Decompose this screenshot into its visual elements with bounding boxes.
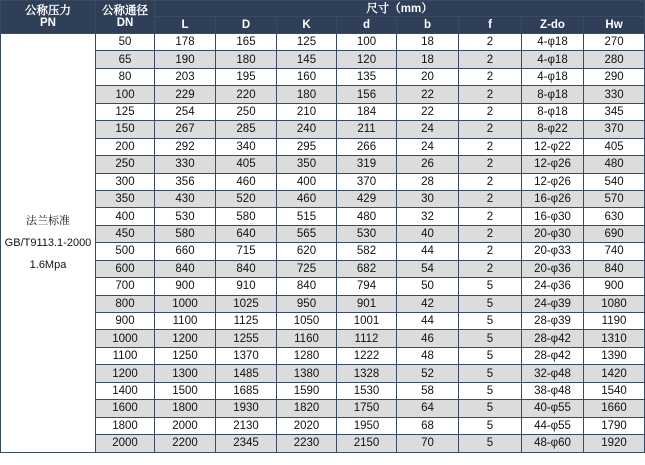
cell-f: 5 bbox=[459, 347, 522, 364]
cell-b: 24 bbox=[397, 121, 459, 138]
table-row bbox=[1, 156, 645, 173]
cell-z-do: 20-φ36 bbox=[522, 260, 584, 277]
cell-dn: 700 bbox=[96, 278, 155, 295]
table-row bbox=[1, 278, 645, 295]
cell-l: 1250 bbox=[155, 347, 216, 364]
cell-dn: 350 bbox=[96, 190, 155, 207]
cell-d-inner: 319 bbox=[337, 156, 397, 173]
cell-dn: 400 bbox=[96, 208, 155, 225]
cell-z-do: 28-φ39 bbox=[522, 313, 584, 330]
cell-l: 229 bbox=[155, 86, 216, 103]
cell-dn: 100 bbox=[96, 86, 155, 103]
cell-z-do: 20-φ30 bbox=[522, 225, 584, 242]
standard-pressure: 1.6Mpa bbox=[29, 258, 67, 271]
cell-f: 5 bbox=[459, 313, 522, 330]
cell-z-do: 12-φ26 bbox=[522, 173, 584, 190]
cell-l: 178 bbox=[155, 34, 216, 51]
cell-b: 44 bbox=[397, 243, 459, 260]
cell-dn: 200 bbox=[96, 138, 155, 155]
cell-hw: 630 bbox=[584, 208, 645, 225]
cell-b: 26 bbox=[397, 156, 459, 173]
cell-k: 180 bbox=[277, 86, 337, 103]
cell-k: 145 bbox=[277, 51, 337, 68]
cell-b: 22 bbox=[397, 86, 459, 103]
cell-dn: 1800 bbox=[96, 417, 155, 434]
cell-l: 1800 bbox=[155, 400, 216, 417]
cell-b: 48 bbox=[397, 347, 459, 364]
cell-k: 240 bbox=[277, 121, 337, 138]
cell-l: 2000 bbox=[155, 417, 216, 434]
table-row bbox=[1, 225, 645, 242]
cell-k: 565 bbox=[277, 225, 337, 242]
cell-dn: 900 bbox=[96, 313, 155, 330]
cell-z-do: 4-φ18 bbox=[522, 51, 584, 68]
cell-b: 40 bbox=[397, 225, 459, 242]
cell-dn: 1100 bbox=[96, 347, 155, 364]
cell-d-inner: 2150 bbox=[337, 435, 397, 452]
cell-z-do: 28-φ42 bbox=[522, 347, 584, 364]
cell-k: 515 bbox=[277, 208, 337, 225]
cell-f: 5 bbox=[459, 330, 522, 347]
cell-d-inner: 1222 bbox=[337, 347, 397, 364]
cell-d-outer: 195 bbox=[216, 68, 277, 85]
cell-k: 2230 bbox=[277, 435, 337, 452]
cell-hw: 840 bbox=[584, 260, 645, 277]
cell-hw: 370 bbox=[584, 121, 645, 138]
cell-f: 2 bbox=[459, 156, 522, 173]
column-header-k: K bbox=[277, 17, 337, 34]
table-row bbox=[1, 103, 645, 120]
cell-hw: 1390 bbox=[584, 347, 645, 364]
cell-l: 254 bbox=[155, 103, 216, 120]
dn-label: 公称通径 bbox=[102, 5, 148, 17]
cell-f: 5 bbox=[459, 382, 522, 399]
cell-hw: 270 bbox=[584, 34, 645, 51]
cell-d-inner: 1530 bbox=[337, 382, 397, 399]
cell-hw: 540 bbox=[584, 173, 645, 190]
table-row bbox=[1, 243, 645, 260]
table-row bbox=[1, 330, 645, 347]
cell-d-outer: 840 bbox=[216, 260, 277, 277]
table-row bbox=[1, 51, 645, 68]
cell-d-outer: 1025 bbox=[216, 295, 277, 312]
cell-f: 2 bbox=[459, 103, 522, 120]
cell-f: 5 bbox=[459, 278, 522, 295]
cell-k: 460 bbox=[277, 190, 337, 207]
cell-k: 1050 bbox=[277, 313, 337, 330]
cell-dn: 1000 bbox=[96, 330, 155, 347]
cell-f: 2 bbox=[459, 190, 522, 207]
cell-dn: 50 bbox=[96, 34, 155, 51]
cell-k: 840 bbox=[277, 278, 337, 295]
cell-f: 2 bbox=[459, 68, 522, 85]
cell-z-do: 16-φ30 bbox=[522, 208, 584, 225]
cell-dn: 80 bbox=[96, 68, 155, 85]
cell-d-outer: 460 bbox=[216, 173, 277, 190]
table-row bbox=[1, 400, 645, 417]
cell-d-outer: 2345 bbox=[216, 435, 277, 452]
cell-l: 1100 bbox=[155, 313, 216, 330]
cell-f: 2 bbox=[459, 260, 522, 277]
cell-k: 620 bbox=[277, 243, 337, 260]
cell-f: 5 bbox=[459, 435, 522, 452]
cell-d-outer: 715 bbox=[216, 243, 277, 260]
cell-d-inner: 156 bbox=[337, 86, 397, 103]
cell-b: 22 bbox=[397, 103, 459, 120]
table-row bbox=[1, 86, 645, 103]
cell-d-outer: 340 bbox=[216, 138, 277, 155]
cell-l: 840 bbox=[155, 260, 216, 277]
cell-b: 18 bbox=[397, 51, 459, 68]
pressure-header bbox=[1, 1, 96, 34]
cell-k: 1820 bbox=[277, 400, 337, 417]
cell-b: 30 bbox=[397, 190, 459, 207]
cell-hw: 280 bbox=[584, 51, 645, 68]
cell-b: 64 bbox=[397, 400, 459, 417]
cell-d-inner: 1750 bbox=[337, 400, 397, 417]
cell-dn: 65 bbox=[96, 51, 155, 68]
cell-z-do: 20-φ33 bbox=[522, 243, 584, 260]
cell-z-do: 40-φ55 bbox=[522, 400, 584, 417]
cell-k: 350 bbox=[277, 156, 337, 173]
dn-header bbox=[96, 1, 155, 34]
cell-b: 32 bbox=[397, 208, 459, 225]
table-body bbox=[1, 34, 645, 453]
column-header-hw: Hw bbox=[584, 17, 645, 34]
cell-d-outer: 1255 bbox=[216, 330, 277, 347]
cell-d-inner: 184 bbox=[337, 103, 397, 120]
cell-d-inner: 582 bbox=[337, 243, 397, 260]
table-row bbox=[1, 208, 645, 225]
cell-d-outer: 220 bbox=[216, 86, 277, 103]
cell-d-inner: 1112 bbox=[337, 330, 397, 347]
cell-d-inner: 211 bbox=[337, 121, 397, 138]
cell-b: 68 bbox=[397, 417, 459, 434]
cell-d-outer: 1485 bbox=[216, 365, 277, 382]
cell-k: 1160 bbox=[277, 330, 337, 347]
cell-d-inner: 530 bbox=[337, 225, 397, 242]
cell-k: 950 bbox=[277, 295, 337, 312]
cell-l: 190 bbox=[155, 51, 216, 68]
cell-k: 1380 bbox=[277, 365, 337, 382]
cell-dn: 1600 bbox=[96, 400, 155, 417]
cell-hw: 405 bbox=[584, 138, 645, 155]
table-row bbox=[1, 34, 645, 51]
cell-hw: 570 bbox=[584, 190, 645, 207]
cell-z-do: 28-φ42 bbox=[522, 330, 584, 347]
cell-f: 5 bbox=[459, 365, 522, 382]
cell-d-inner: 1328 bbox=[337, 365, 397, 382]
cell-d-inner: 794 bbox=[337, 278, 397, 295]
cell-z-do: 16-φ26 bbox=[522, 190, 584, 207]
standard-name: 法兰标准 bbox=[26, 214, 70, 227]
cell-l: 1000 bbox=[155, 295, 216, 312]
cell-b: 42 bbox=[397, 295, 459, 312]
cell-hw: 1540 bbox=[584, 382, 645, 399]
cell-d-inner: 100 bbox=[337, 34, 397, 51]
cell-d-inner: 120 bbox=[337, 51, 397, 68]
cell-k: 1280 bbox=[277, 347, 337, 364]
cell-d-outer: 640 bbox=[216, 225, 277, 242]
cell-d-outer: 910 bbox=[216, 278, 277, 295]
table-row bbox=[1, 365, 645, 382]
pressure-label: 公称压力 bbox=[25, 5, 71, 17]
pressure-code: PN bbox=[40, 17, 56, 29]
cell-f: 2 bbox=[459, 208, 522, 225]
cell-z-do: 8-φ18 bbox=[522, 86, 584, 103]
cell-l: 1200 bbox=[155, 330, 216, 347]
cell-k: 160 bbox=[277, 68, 337, 85]
cell-l: 530 bbox=[155, 208, 216, 225]
cell-hw: 330 bbox=[584, 86, 645, 103]
cell-dn: 800 bbox=[96, 295, 155, 312]
cell-b: 18 bbox=[397, 34, 459, 51]
cell-k: 210 bbox=[277, 103, 337, 120]
column-header-z-do: Z-do bbox=[522, 17, 584, 34]
cell-z-do: 44-φ55 bbox=[522, 417, 584, 434]
cell-d-outer: 285 bbox=[216, 121, 277, 138]
cell-f: 2 bbox=[459, 138, 522, 155]
cell-z-do: 38-φ48 bbox=[522, 382, 584, 399]
cell-d-outer: 580 bbox=[216, 208, 277, 225]
cell-l: 660 bbox=[155, 243, 216, 260]
cell-l: 356 bbox=[155, 173, 216, 190]
cell-l: 1300 bbox=[155, 365, 216, 382]
cell-l: 330 bbox=[155, 156, 216, 173]
cell-b: 24 bbox=[397, 138, 459, 155]
cell-z-do: 8-φ22 bbox=[522, 121, 584, 138]
cell-hw: 740 bbox=[584, 243, 645, 260]
cell-f: 2 bbox=[459, 86, 522, 103]
cell-d-inner: 1001 bbox=[337, 313, 397, 330]
cell-l: 430 bbox=[155, 190, 216, 207]
cell-b: 50 bbox=[397, 278, 459, 295]
cell-l: 292 bbox=[155, 138, 216, 155]
cell-hw: 900 bbox=[584, 278, 645, 295]
table-row bbox=[1, 138, 645, 155]
cell-d-inner: 429 bbox=[337, 190, 397, 207]
cell-z-do: 12-φ26 bbox=[522, 156, 584, 173]
cell-d-outer: 2130 bbox=[216, 417, 277, 434]
cell-hw: 1310 bbox=[584, 330, 645, 347]
table-row bbox=[1, 347, 645, 364]
dimensions-header: 尺寸（mm） bbox=[155, 1, 645, 17]
column-header-d-inner: d bbox=[337, 17, 397, 34]
cell-d-inner: 901 bbox=[337, 295, 397, 312]
cell-z-do: 24-φ36 bbox=[522, 278, 584, 295]
cell-dn: 1400 bbox=[96, 382, 155, 399]
cell-d-inner: 370 bbox=[337, 173, 397, 190]
standard-code: GB/T9113.1-2000 bbox=[4, 236, 92, 249]
cell-f: 2 bbox=[459, 34, 522, 51]
table-row bbox=[1, 121, 645, 138]
cell-b: 28 bbox=[397, 173, 459, 190]
cell-z-do: 8-φ18 bbox=[522, 103, 584, 120]
cell-d-outer: 180 bbox=[216, 51, 277, 68]
table-row bbox=[1, 295, 645, 312]
table-row bbox=[1, 417, 645, 434]
column-header-l: L bbox=[155, 17, 216, 34]
cell-d-inner: 266 bbox=[337, 138, 397, 155]
cell-k: 295 bbox=[277, 138, 337, 155]
cell-f: 2 bbox=[459, 121, 522, 138]
column-header-d-outer: D bbox=[216, 17, 277, 34]
cell-d-outer: 1370 bbox=[216, 347, 277, 364]
cell-k: 125 bbox=[277, 34, 337, 51]
cell-f: 2 bbox=[459, 51, 522, 68]
cell-b: 54 bbox=[397, 260, 459, 277]
cell-hw: 1920 bbox=[584, 435, 645, 452]
table-row bbox=[1, 435, 645, 452]
table-row bbox=[1, 382, 645, 399]
cell-l: 580 bbox=[155, 225, 216, 242]
cell-f: 5 bbox=[459, 400, 522, 417]
cell-d-inner: 480 bbox=[337, 208, 397, 225]
cell-z-do: 12-φ22 bbox=[522, 138, 584, 155]
cell-d-outer: 250 bbox=[216, 103, 277, 120]
cell-hw: 1080 bbox=[584, 295, 645, 312]
cell-d-outer: 165 bbox=[216, 34, 277, 51]
cell-z-do: 4-φ18 bbox=[522, 68, 584, 85]
table-header bbox=[1, 1, 645, 34]
cell-d-inner: 682 bbox=[337, 260, 397, 277]
cell-f: 2 bbox=[459, 243, 522, 260]
cell-f: 5 bbox=[459, 417, 522, 434]
cell-hw: 1420 bbox=[584, 365, 645, 382]
column-header-b: b bbox=[397, 17, 459, 34]
cell-z-do: 48-φ60 bbox=[522, 435, 584, 452]
dn-code: DN bbox=[116, 17, 134, 29]
cell-f: 2 bbox=[459, 225, 522, 242]
cell-hw: 1660 bbox=[584, 400, 645, 417]
flange-standard-cell bbox=[1, 34, 96, 453]
cell-dn: 125 bbox=[96, 103, 155, 120]
cell-f: 2 bbox=[459, 173, 522, 190]
column-header-f: f bbox=[459, 17, 522, 34]
cell-d-outer: 1930 bbox=[216, 400, 277, 417]
cell-z-do: 24-φ39 bbox=[522, 295, 584, 312]
cell-dn: 1200 bbox=[96, 365, 155, 382]
cell-d-outer: 1125 bbox=[216, 313, 277, 330]
cell-hw: 1790 bbox=[584, 417, 645, 434]
cell-l: 203 bbox=[155, 68, 216, 85]
cell-b: 70 bbox=[397, 435, 459, 452]
cell-dn: 600 bbox=[96, 260, 155, 277]
cell-hw: 690 bbox=[584, 225, 645, 242]
cell-z-do: 4-φ18 bbox=[522, 34, 584, 51]
cell-z-do: 32-φ48 bbox=[522, 365, 584, 382]
cell-b: 46 bbox=[397, 330, 459, 347]
cell-dn: 300 bbox=[96, 173, 155, 190]
cell-d-inner: 1950 bbox=[337, 417, 397, 434]
cell-hw: 480 bbox=[584, 156, 645, 173]
cell-dn: 150 bbox=[96, 121, 155, 138]
cell-l: 267 bbox=[155, 121, 216, 138]
table-row bbox=[1, 260, 645, 277]
cell-k: 400 bbox=[277, 173, 337, 190]
cell-k: 1590 bbox=[277, 382, 337, 399]
cell-k: 725 bbox=[277, 260, 337, 277]
cell-l: 1500 bbox=[155, 382, 216, 399]
cell-hw: 290 bbox=[584, 68, 645, 85]
cell-k: 2020 bbox=[277, 417, 337, 434]
cell-l: 2200 bbox=[155, 435, 216, 452]
table-row bbox=[1, 190, 645, 207]
cell-d-outer: 1685 bbox=[216, 382, 277, 399]
cell-l: 900 bbox=[155, 278, 216, 295]
cell-d-inner: 135 bbox=[337, 68, 397, 85]
cell-dn: 450 bbox=[96, 225, 155, 242]
cell-dn: 2000 bbox=[96, 435, 155, 452]
cell-b: 52 bbox=[397, 365, 459, 382]
cell-b: 58 bbox=[397, 382, 459, 399]
cell-f: 5 bbox=[459, 295, 522, 312]
cell-d-outer: 520 bbox=[216, 190, 277, 207]
cell-b: 44 bbox=[397, 313, 459, 330]
cell-dn: 500 bbox=[96, 243, 155, 260]
cell-hw: 345 bbox=[584, 103, 645, 120]
cell-dn: 250 bbox=[96, 156, 155, 173]
cell-b: 20 bbox=[397, 68, 459, 85]
cell-d-outer: 405 bbox=[216, 156, 277, 173]
table-row bbox=[1, 68, 645, 85]
table-row bbox=[1, 313, 645, 330]
table-row bbox=[1, 173, 645, 190]
cell-hw: 1190 bbox=[584, 313, 645, 330]
